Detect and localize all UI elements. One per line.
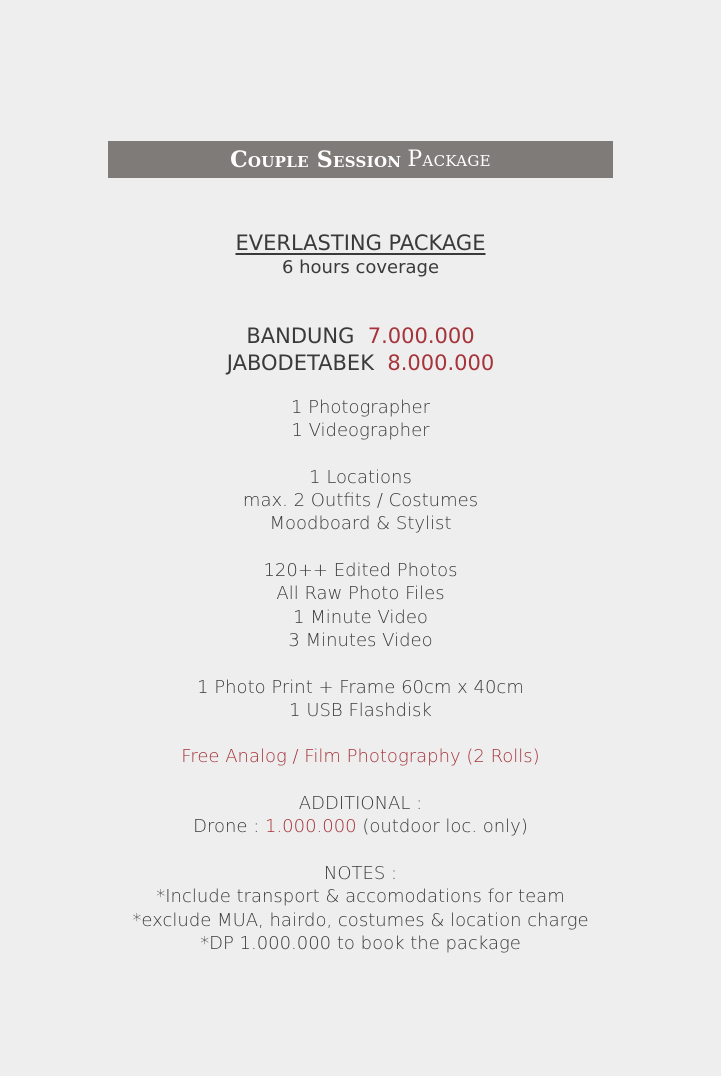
package-banner [108,141,613,178]
notes-heading: NOTES : [323,862,398,884]
price-amount: 8.000.000 [387,350,495,375]
price-city: JABODETABEK [226,350,374,375]
price-row-bandung [0,323,721,350]
print-item: 1 USB Flashdisk [289,699,432,721]
price-row-jabodetabek [0,350,721,377]
note-item: *Include transport & accomodations for team [156,886,565,908]
price-amount: 7.000.000 [367,324,475,348]
note-item: *exclude MUA, hairdo, costumes & location charge [132,909,589,931]
additional-heading: ADDITIONAL : [298,793,423,815]
session-item: Moodboard & Stylist [269,513,452,535]
deliverable-item: 1 Minute Video [293,606,428,628]
note-item: *DP 1.000.000 to book the package [200,932,521,954]
crew-item: 1 Videographer [291,420,430,442]
additional-drone [0,815,721,838]
package-details [0,230,721,955]
package-coverage: 6 hours coverage [281,257,440,278]
drone-suffix: (outdoor loc. only) [356,816,528,838]
price-city: BANDUNG [246,324,355,348]
session-item: 1 Locations [309,466,412,488]
drone-price: 1.000.000 [265,816,357,838]
deliverable-item: All Raw Photo Files [276,583,445,605]
crew-item: 1 Photographer [290,397,431,418]
bonus-offer: Free Analog / Film Photography (2 Rolls) [181,746,540,768]
banner-bold-text: Couple Session [230,146,402,173]
drone-label: Drone : [193,816,265,838]
package-title: EVERLASTING PACKAGE [235,231,486,255]
deliverable-item: 120++ Edited Photos [263,560,458,582]
deliverable-item: 3 Minutes Video [288,629,433,651]
print-item: 1 Photo Print + Frame 60cm x 40cm [197,676,524,698]
session-item: max. 2 Outfits / Costumes [242,490,479,512]
banner-light-text: Package [407,147,491,172]
